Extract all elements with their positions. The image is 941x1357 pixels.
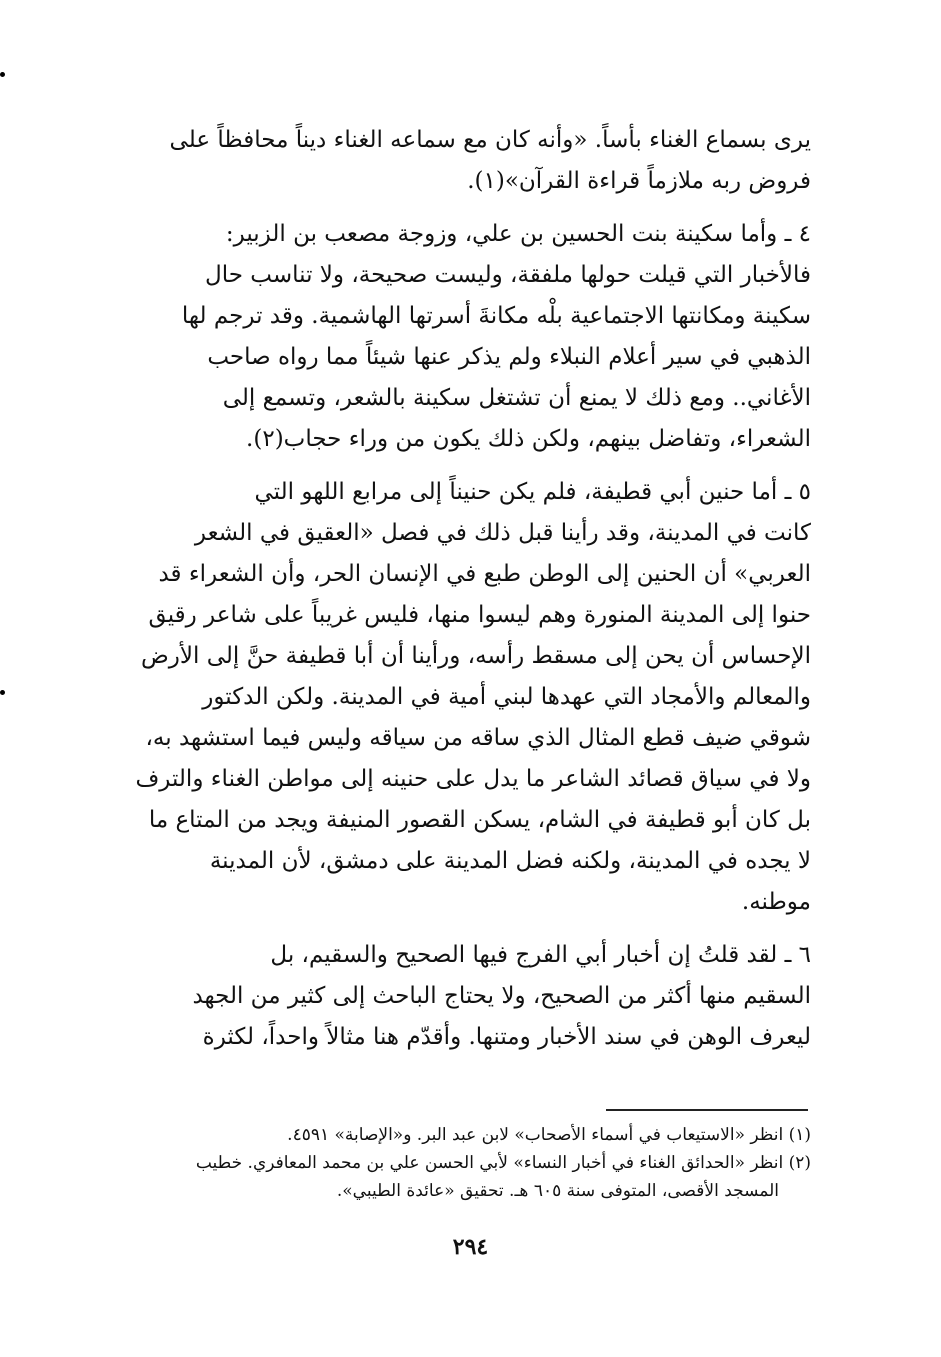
paragraph: [131, 935, 811, 1058]
text-line: السقيم منها أكثر من الصحيح، ولا يحتاج الباحث إلى كثير من الجهد: [192, 983, 811, 1009]
margin-mark: [0, 72, 5, 77]
text-line: فالأخبار التي قيلت حولها ملفقة، وليست صحيحة، ولا تناسب حال: [205, 262, 811, 288]
text-line: فروض ربه ملازماً قراءة القرآن»(١).: [467, 168, 811, 194]
text-line: ٥ ـ أما حنين أبي قطيفة، فلم يكن حنيناً إلى مرابع اللهو التي: [254, 479, 811, 505]
text-line: سكينة ومكانتها الاجتماعية بلْه مكانةَ أسرتها الهاشمية. وقد ترجم لها: [181, 303, 811, 329]
text-line: العربي» أن الحنين إلى الوطن طبع في الإنسان الحر، وأن الشعراء قد: [158, 561, 811, 587]
footnote-line: (٢) انظر «الحدائق الغناء في أخبار النساء» لأبي الحسن علي بن محمد المعافري. خطيب: [195, 1153, 811, 1173]
footnotes: [131, 1121, 811, 1205]
text-line: حنوا إلى المدينة المنورة وهم ليسوا منها، فليس غريباً على شاعر رقيق: [148, 602, 811, 628]
paragraph: [131, 120, 811, 202]
text-line: بل كان أبو قطيفة في الشام، يسكن القصور المنيفة ويجد من المتاع ما: [148, 807, 811, 833]
page-number: ٢٩٤: [452, 1234, 489, 1260]
paragraph: [131, 472, 811, 923]
text-line: موطنه.: [741, 889, 811, 915]
text-line: ولا في سياق قصائد الشاعر ما يدل على حنينه إلى مواطن الغناء والترف: [135, 766, 811, 792]
text-line: الأغاني.. ومع ذلك لا يمنع أن تشتغل سكينة بالشعر، وتسمع إلى: [222, 385, 811, 411]
text-line: ٦ ـ لقد قلتُ إن أخبار أبي الفرج فيها الصحيح والسقيم، بل: [270, 942, 811, 968]
text-line: لا يجده في المدينة، ولكنه فضل المدينة على دمشق، لأن المدينة: [209, 848, 811, 874]
text-line: الإحساس أن يحن إلى مسقط رأسه، ورأينا أن أبا قطيفة حنَّ إلى الأرض: [140, 643, 811, 669]
body-text: [131, 120, 811, 1070]
text-line: ليعرف الوهن في سند الأخبار ومتنها. وأقدّم هنا مثالاً واحداً، لكثرة: [202, 1024, 811, 1050]
paragraph: [131, 214, 811, 460]
text-line: الشعراء، وتفاضل بينهم، ولكن ذلك يكون من وراء حجاب(٢).: [246, 426, 811, 452]
text-line: الذهبي في سير أعلام النبلاء ولم يذكر عنها شيئاً مما رواه صاحب: [207, 344, 811, 370]
footnote-line: (١) انظر «الاستيعاب في أسماء الأصحاب» لابن عبد البر. و«الإصابة» ٤٥٩١.: [287, 1125, 811, 1145]
text-line: والمعالم والأمجاد التي عهدها لبني أمية في المدينة. ولكن الدكتور: [202, 684, 811, 710]
footnote-divider: [606, 1109, 808, 1111]
text-line: شوقي ضيف قطع المثال الذي ساقه من سياقه وليس فيما استشهد به،: [145, 725, 811, 751]
text-line: يرى بسماع الغناء بأساً. «وأنه كان مع سماعه الغناء ديناً محافظاً على: [169, 127, 811, 153]
margin-mark: [0, 690, 5, 695]
footnote-line: المسجد الأقصى، المتوفى سنة ٦٠٥ هـ. تحقيق «عائدة الطيبي».: [336, 1181, 779, 1201]
text-line: ٤ ـ وأما سكينة بنت الحسين بن علي، وزوجة مصعب بن الزبير:: [225, 221, 811, 247]
text-line: كانت في المدينة، وقد رأينا قبل ذلك في فصل «العقيق في الشعر: [194, 520, 811, 546]
